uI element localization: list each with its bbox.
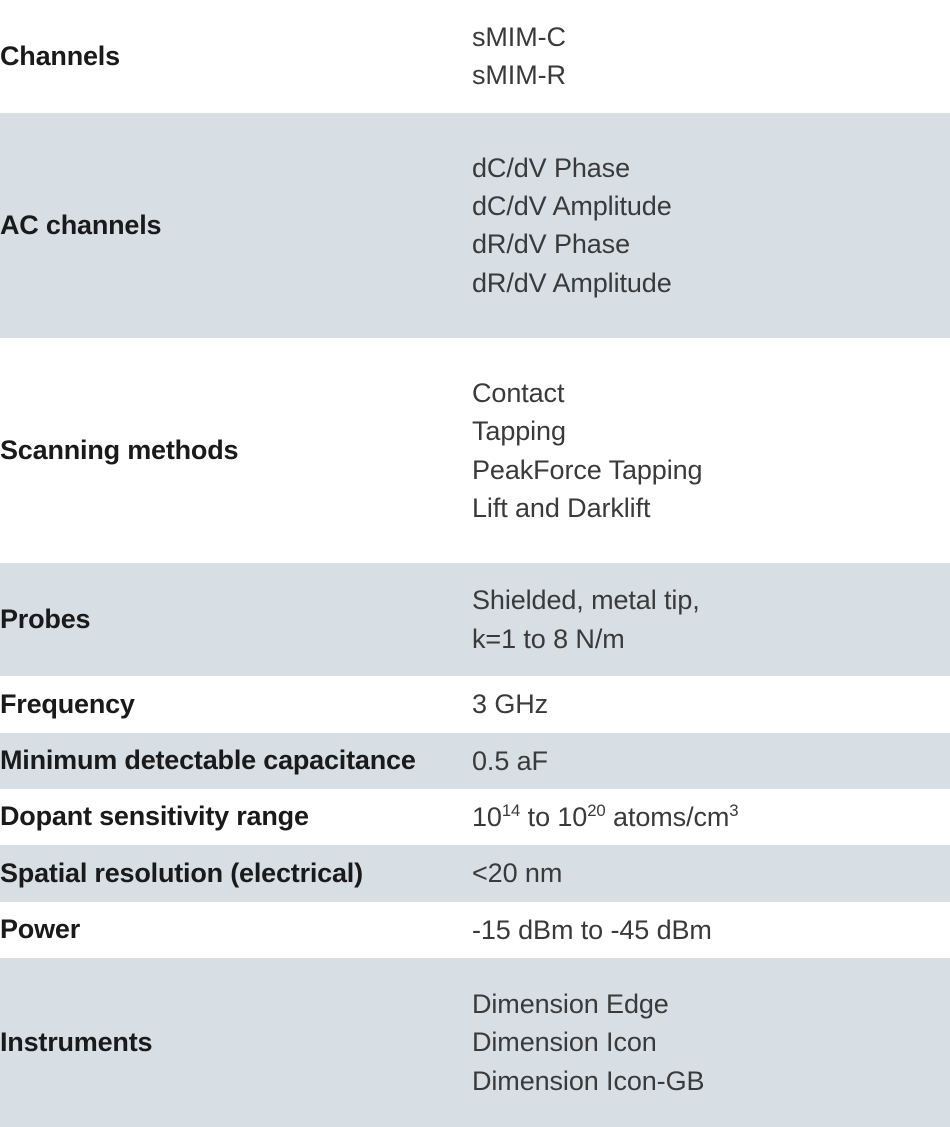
spec-value-line: 0.5 aF (472, 745, 548, 776)
spec-value-line: -15 dBm to -45 dBm (472, 914, 712, 945)
spec-label-cell: Instruments (0, 958, 472, 1127)
spec-value-line: dC/dV Amplitude (472, 191, 672, 222)
table-row (0, 563, 950, 676)
spec-value-line: sMIM-C (472, 22, 566, 53)
spec-label-cell: Spatial resolution (electrical) (0, 845, 472, 901)
spec-value-cell (472, 338, 950, 563)
spec-label-cell: Minimum detectable capacitance (0, 733, 472, 789)
table-row (0, 676, 950, 732)
spec-label-cell: Dopant sensitivity range (0, 789, 472, 845)
spec-value-line: Dimension Edge (472, 988, 669, 1019)
spec-value-cell (472, 958, 950, 1127)
spec-value-line: sMIM-R (472, 60, 566, 91)
table-row (0, 113, 950, 338)
spec-label-cell: Power (0, 902, 472, 958)
spec-label-cell: Frequency (0, 676, 472, 732)
spec-value-line: k=1 to 8 N/m (472, 623, 625, 654)
spec-value-line: Lift and Darklift (472, 493, 651, 524)
spec-value-line: dR/dV Amplitude (472, 267, 672, 298)
spec-value-line: Contact (472, 378, 565, 409)
spec-value-line: Shielded, metal tip, (472, 585, 700, 616)
spec-value-cell (472, 845, 950, 901)
spec-label-cell: Channels (0, 0, 472, 113)
table-row (0, 338, 950, 563)
spec-label-cell: Probes (0, 563, 472, 676)
spec-value-line: Dimension Icon-GB (472, 1065, 705, 1096)
spec-value-cell (472, 563, 950, 676)
spec-value-cell (472, 676, 950, 732)
table-row (0, 902, 950, 958)
spec-value-cell (472, 789, 950, 845)
spec-value-line: Dimension Icon (472, 1027, 657, 1058)
table-row (0, 0, 950, 113)
spec-value-cell (472, 902, 950, 958)
table-row (0, 733, 950, 789)
spec-value-cell (472, 0, 950, 113)
spec-value-line: $10^{14}$ to $10^{20}$ atoms/$cm^3$ (472, 800, 739, 832)
table-row (0, 958, 950, 1127)
spec-value-line: 3 GHz (472, 689, 549, 720)
table-row (0, 789, 950, 845)
spec-value-line: <20 nm (472, 858, 563, 889)
spec-value-cell (472, 113, 950, 338)
spec-value-line: PeakForce Tapping (472, 454, 703, 485)
spec-value-cell (472, 733, 950, 789)
spec-value-line: dC/dV Phase (472, 152, 630, 183)
spec-label-cell: AC channels (0, 113, 472, 338)
spec-label-cell: Scanning methods (0, 338, 472, 563)
spec-value-line: dR/dV Phase (472, 229, 630, 260)
table-row (0, 845, 950, 901)
spec-value-line: Tapping (472, 416, 566, 447)
